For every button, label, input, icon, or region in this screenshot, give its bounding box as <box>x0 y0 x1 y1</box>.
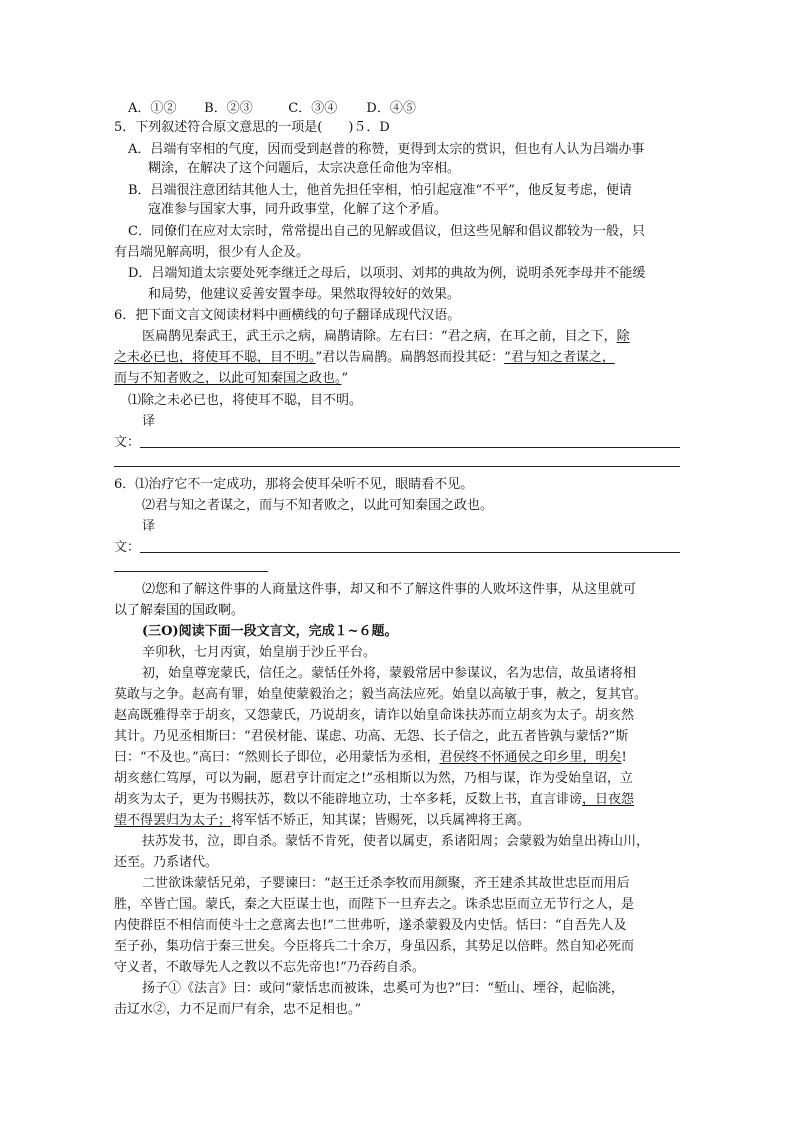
q5-option-a-line2: 糊涂，在解决了这个问题后，太宗决意任命他为宰相。 <box>148 161 461 176</box>
passage-line: 赵高既雅得幸于胡亥，又怨蒙氏，乃说胡亥，请诈以始皇命诛扶苏而立胡亥为太子。胡亥然 <box>114 708 635 723</box>
q6-answer-2-line2: 以了解秦国的国政啊。 <box>114 603 245 618</box>
q6-passage-text: ” <box>341 371 349 386</box>
q5-stem: 5．下列叙述符合原文意思的一项是( )５．D <box>114 120 390 135</box>
q5-option-b-line1: B．吕端很注意团结其他人士，他首先担任宰相，怕引起寇准“不平”，他反复考虑，便请 <box>128 183 632 198</box>
passage-line: 击辽水②，力不足而尸有余，忠不足相也。” <box>114 1002 362 1017</box>
translate-label-yi: 译 <box>142 519 156 534</box>
passage-line: 二世欲诛蒙恬兄弟，子婴谏曰：“赵王迁杀李牧而用颜聚，齐王建杀其故世忠臣而用后 <box>142 876 630 891</box>
q4-option-a: A．①② <box>128 101 177 116</box>
q4-options <box>128 100 416 118</box>
passage-line: 初，始皇尊宠蒙氏，信任之。蒙恬任外将，蒙毅常居中参谋议，名为忠信，故虽诸将相 <box>142 666 637 681</box>
q6-answer-2-line1: ⑵您和了解这件事的人商量这件事，却又和不了解这件事的人败坏这件事，从这里就可 <box>142 582 637 597</box>
passage-line: 内使群臣不相信而使斗士之意离去也!”二世弗听，遂杀蒙毅及内史恬。恬曰：“自吾先人及 <box>114 918 627 933</box>
passage-line: 胡亥慈仁笃厚，可以为嗣，愿君亨计而定之!”丞相斯以为然，乃相与谋，诈为受始皇诏，立 <box>114 771 633 786</box>
passage-line: 还至。乃系诸代。 <box>114 855 219 870</box>
q6-passage-line3 <box>114 370 348 388</box>
q6-underlined-sentence: “君与知之者谋之， <box>504 350 615 365</box>
q6-sentence-2: ⑵君与知之者谋之，而与不知者败之，以此可知秦国之政也。 <box>142 498 494 513</box>
passage-text: 胡亥为太子，更为书赐扶苏，数以不能辟地立功，士卒多耗，反数上书，直言诽谤 <box>114 792 583 807</box>
passage-line <box>114 812 530 830</box>
underlined-sentence: ，日夜怨 <box>582 792 635 807</box>
passage-line: 其计。乃见丞相斯曰：“君侯材能、谋虑、功高、无怨、长子信之，此五者皆孰与蒙恬?”斯 <box>114 729 629 744</box>
passage-text: 曰：“不及也。”高曰：“然则长子即位，必用蒙恬为丞相， <box>114 750 440 765</box>
q6-passage-line2 <box>114 349 615 367</box>
q4-option-c: C．③④ <box>288 101 338 116</box>
passage-line: 胜，卒皆亡国。蒙氏，秦之大臣谋士也，而陛下一旦弃去之。诛杀忠臣而立无节行之人，是 <box>114 897 635 912</box>
answer-line <box>114 466 680 467</box>
q5-option-a-line1: A．吕端有宰相的气度，因而受到赵普的称赞，更得到太宗的赏识，但也有人认为吕端办事 <box>128 142 645 157</box>
q6-underlined-sentence: 除 <box>616 329 630 344</box>
passage-line: 扬子①《法言》曰：或问“蒙恬忠而被诛，忠奚可为也?”曰：“堑山、堙谷，起临洮， <box>142 981 624 996</box>
q6-passage-text: 医扁鹊见秦武王，武王示之病，扁鹊请除。左右曰：“君之病，在耳之前，目之下， <box>142 329 617 344</box>
q4-option-b: B．②③ <box>204 101 253 116</box>
section-heading: (三O)阅读下面一段文言文，完成１~６题。 <box>142 624 398 639</box>
q6-passage-line1 <box>142 328 630 346</box>
passage-line: 至子孙，集功信于秦三世矣。今臣将兵二十余万，身虽囚系，其势足以倍畔。然自知必死而 <box>114 939 635 954</box>
q5-option-d-line1: D．吕端知道太宗要处死李继迁之母后，以项羽、刘邦的典故为例，说明杀死李母并不能缓 <box>128 266 646 281</box>
answer-line <box>114 571 268 572</box>
q6-underlined-sentence: 而与不知者败之，以此可知秦国之政也。 <box>114 371 342 386</box>
q6-passage-text: ”君以告扁鹊。扁鹊怒而投其砭： <box>315 350 505 365</box>
q6-stem: 6．把下面文言文阅读材料中画横线的句子翻译成现代汉语。 <box>114 308 461 323</box>
q6-answer-1: 6．⑴治疗它不一定成功，那将会使耳朵听不见，眼睛看不见。 <box>114 477 474 492</box>
answer-line <box>140 447 680 448</box>
q5-option-c-line1: C．同僚们在应对太宗时，常常提出自己的见解或倡议，但这些见解和倡议都较为一般，只 <box>128 224 645 239</box>
q5-option-c-line2: 有吕端见解高明，很少有人企及。 <box>114 245 310 260</box>
passage-text: 将军恬不矫正，知其谋；皆赐死，以兵属裨将王离。 <box>231 813 531 828</box>
passage-text: ! <box>621 750 627 765</box>
q5-option-b-line2: 寇准参与国家大事，同升政事堂，化解了这个矛盾。 <box>148 202 448 217</box>
q4-option-d: D．④⑤ <box>366 101 416 116</box>
q6-sentence-1: ⑴除之未必已也，将使耳不聪，目不明。 <box>128 393 363 408</box>
q6-underlined-sentence: 之未必已也，将使耳不聪，目不明。 <box>114 350 316 365</box>
q5-option-d-line2: 和局势，他建议妥善安置李母。果然取得较好的效果。 <box>148 287 461 302</box>
translate-label-wen: 文： <box>114 435 141 450</box>
underlined-sentence: 君侯终不怀通侯之印乡里，明矣 <box>439 750 622 765</box>
translate-label-yi: 译 <box>142 414 156 429</box>
translate-label-wen: 文： <box>114 540 141 555</box>
answer-line <box>140 552 680 553</box>
passage-line <box>114 791 634 809</box>
passage-line: 莫敢与之争。赵高有罪，始皇使蒙毅治之；毅当高法应死。始皇以高敏于事，赦之，复其官。 <box>114 687 648 702</box>
underlined-sentence: 望不得罢归为太子； <box>114 813 232 828</box>
passage-line: 辛卯秋，七月丙寅，始皇崩于沙丘平台。 <box>142 645 377 660</box>
passage-line <box>114 749 627 767</box>
passage-line: 守义者，不敢辱先人之教以不忘先帝也!”乃吞药自杀。 <box>114 960 425 975</box>
passage-line: 扶苏发书，泣，即自杀。蒙恬不肯死，使者以属吏，系诸阳周；会蒙毅为始皇出祷山川， <box>142 834 650 849</box>
